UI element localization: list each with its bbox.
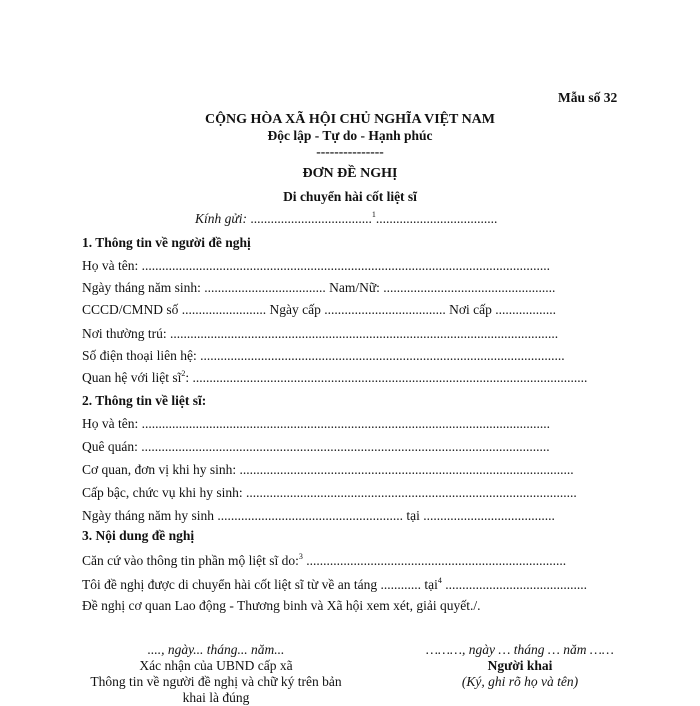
document-title: ĐƠN ĐỀ NGHỊ	[302, 166, 398, 181]
basis-field	[82, 553, 566, 569]
footnote-2: 2	[181, 369, 186, 378]
left-date-line: ...., ngày... tháng... năm...	[147, 642, 285, 657]
martyr-hometown-field: Quê quán: .........................................................................................................................	[82, 439, 550, 454]
relation-dots: : .....................................................................................................................	[185, 370, 588, 385]
footnote-3: 3	[298, 552, 303, 561]
basis-label: Căn cứ vào thông tin phần mộ liệt sĩ do:	[82, 553, 299, 568]
martyr-fullname-field: Họ và tên: .........................................................................................................................	[82, 416, 550, 431]
relation-label: Quan hệ với liệt sĩ	[82, 370, 182, 385]
martyr-death-field	[82, 508, 555, 524]
applicant-residence-field: Nơi thường trú: ...................................................................................................................	[82, 326, 559, 341]
left-signature-title: Xác nhận của UBND cấp xã	[139, 658, 293, 673]
dob-label: Ngày tháng năm sinh: ....................................	[82, 280, 330, 295]
right-date-line: ………, ngày … tháng … năm ……	[426, 642, 614, 657]
closing-statement: Đề nghị cơ quan Lao động - Thương binh và Xã hội xem xét, giải quyết./.	[82, 598, 481, 613]
request-label: Tôi đề nghị được di chuyển hài cốt liệt sĩ từ về an táng ............ tại	[82, 577, 438, 592]
right-signature-title: Người khai	[487, 658, 553, 673]
header-divider: ---------------	[316, 144, 384, 159]
recipient-label: Kính gửi:	[195, 211, 251, 226]
footnote-4: 4	[437, 576, 442, 585]
issue-place-field: Nơi cấp ..................	[449, 302, 557, 317]
recipient-dots-2: ....................................	[375, 211, 498, 226]
applicant-phone-field: Số điện thoại liên hệ: ............................................................................................................	[82, 348, 565, 363]
issue-date-field: Ngày cấp ....................................	[269, 302, 450, 317]
section1-heading: 1. Thông tin về người đề nghị	[82, 235, 251, 250]
right-signature-note: (Ký, ghi rõ họ và tên)	[461, 674, 579, 689]
applicant-dob-field	[82, 280, 555, 296]
footnote-1: 1	[371, 210, 376, 219]
id-number-field: CCCD/CMND số .........................	[82, 302, 270, 317]
form-number: Mẫu số 32	[558, 90, 618, 105]
martyr-unit-field: Cơ quan, đơn vị khi hy sinh: ...................................................................................................	[82, 462, 574, 477]
request-field	[82, 577, 587, 593]
basis-dots: .............................................................................	[302, 553, 567, 568]
gender-field: Nam/Nữ: ...................................................	[329, 280, 556, 295]
applicant-relation-field	[82, 370, 587, 386]
martyr-rank-field: Cấp bậc, chức vụ khi hy sinh: ..................................................................................................	[82, 485, 577, 500]
death-date-field: Ngày tháng năm hy sinh .......................................................	[82, 508, 407, 523]
recipient-dots: ....................................	[250, 211, 372, 226]
left-confirmation-text-1: Thông tin về người đề nghị và chữ ký trên bản	[90, 674, 342, 689]
death-place-field: tại .......................................	[406, 508, 555, 523]
document-subtitle: Di chuyển hài cốt liệt sĩ	[283, 189, 417, 204]
section3-heading: 3. Nội dung đề nghị	[82, 528, 195, 543]
recipient-line	[195, 211, 497, 227]
country-header: CỘNG HÒA XÃ HỘI CHỦ NGHĨA VIỆT NAM	[204, 112, 495, 127]
request-dots: ..........................................	[441, 577, 587, 592]
motto: Độc lập - Tự do - Hạnh phúc	[267, 128, 433, 143]
applicant-fullname-field: Họ và tên: .........................................................................................................................	[82, 258, 550, 273]
applicant-id-field	[82, 302, 556, 318]
left-confirmation-text-2: khai là đúng	[182, 690, 250, 705]
section2-heading: 2. Thông tin về liệt sĩ:	[82, 393, 207, 408]
